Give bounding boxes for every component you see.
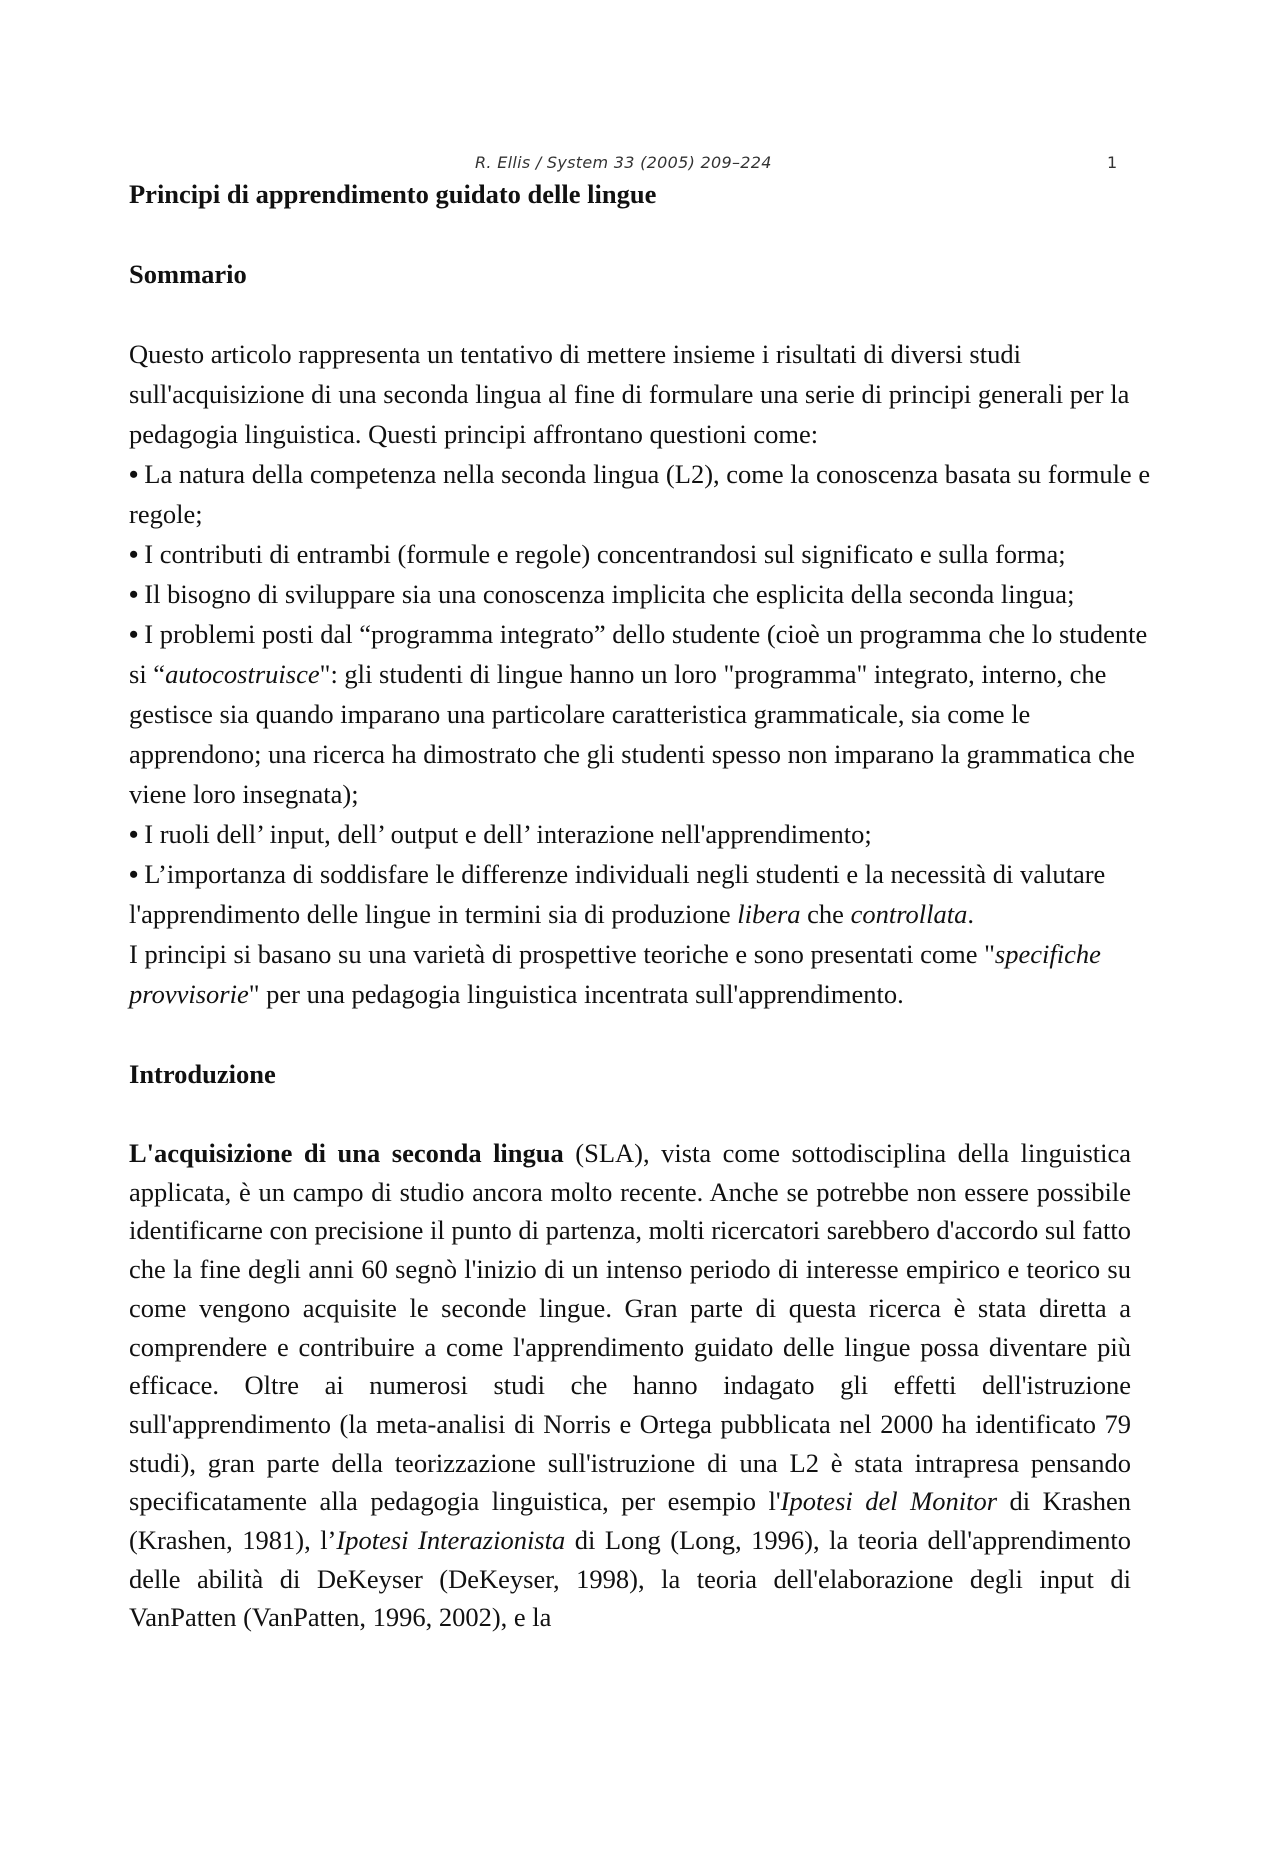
summary-intro: Questo articolo rappresenta un tentativo di mettere insieme i risultati di diversi studi sull'acquisizione di una seconda lingua al fine di formulare una serie di principi generali per la pedagogia linguistica. Questi principi affrontano questioni come: — [129, 339, 1130, 449]
italic-term: libera — [737, 899, 801, 929]
list-item — [129, 454, 1161, 534]
bullet-text: I contributi di entrambi (formule e regole) concentrandosi sul significato e sulla forma; — [144, 539, 1066, 569]
bullet-icon: • — [129, 819, 139, 849]
bullet-text: Il bisogno di sviluppare sia una conoscenza implicita che esplicita della seconda lingua; — [144, 579, 1075, 609]
paragraph-text: (SLA), vista come sottodisciplina della linguistica applicata, è un campo di studio ancora molto recente. Anche se potrebbe non essere possibile identificarne con precisione il punto di partenza, molti ricercatori sarebbero d'accordo sul fatto che la fine degli anni 60 segnò l'inizio di un intenso periodo di interesse empirico e teorico su come vengono acquisite le seconde lingue. Gran parte di questa ricerca è stata diretta a comprendere e contribuire a come l'apprendimento guidato delle lingue possa diventare più efficace. Oltre ai numerosi studi che hanno indagato gli effetti dell'istruzione sull'apprendimento (la meta-analisi di Norris e Ortega pubblicata nel 2000 ha identificato 79 studi), gran parte della teorizzazione sull'istruzione di una L2 è stata intrapresa pensando specificatamente alla pedagogia linguistica, per esempio l' — [129, 1138, 1132, 1517]
bullet-icon: • — [129, 539, 139, 569]
bullet-icon: • — [129, 859, 139, 889]
summary-closing — [129, 934, 1161, 1014]
bold-term: L'acquisizione di una seconda lingua — [129, 1138, 564, 1168]
bullet-text: La natura della competenza nella seconda lingua (L2), come la conoscenza basata su formule e regole; — [129, 459, 1151, 529]
document-title: Principi di apprendimento guidato delle lingue — [129, 179, 657, 209]
bullet-text: ": gli studenti di lingue hanno un loro "programma" integrato, interno, che gestisce sia quando imparano una particolare caratteristica grammaticale, sia come le apprendono; una ricerca ha dimostrato che gli studenti spesso non imparano la grammatica che viene loro insegnata); — [129, 659, 1135, 809]
bullet-icon: • — [129, 579, 139, 609]
bullet-text: . — [967, 899, 974, 929]
paragraph-text: di Long (Long, 1996), la teoria dell'apprendimento delle abilità di DeKeyser (DeKeyser, 1998), la teoria dell'elaborazione degli input di VanPatten (VanPatten, 1996, 2002), e la — [129, 1525, 1132, 1633]
bullet-icon: • — [129, 619, 139, 649]
bullet-text: I ruoli dell’ input, dell’ output e dell’ interazione nell'apprendimento; — [144, 819, 872, 849]
bullet-text: I problemi posti dal “programma integrato” dello studente (cioè un programma che lo studente si “ — [129, 619, 1148, 689]
introduction-heading: Introduzione — [129, 1059, 276, 1089]
italic-term: controllata — [850, 899, 968, 929]
list-item — [129, 854, 1161, 934]
introduction-paragraph — [129, 1134, 1131, 1637]
bullet-text: che — [800, 899, 851, 929]
list-item — [129, 534, 1161, 574]
bullet-text: L’importanza di soddisfare le differenze individuali negli studenti e la necessità di valutare l'apprendimento delle lingue in termini sia di produzione — [129, 859, 1106, 929]
running-head: R. Ellis / System 33 (2005) 209–224 — [475, 153, 772, 172]
summary-heading: Sommario — [129, 259, 247, 289]
italic-term: Ipotesi del Monitor — [780, 1486, 998, 1517]
italic-term: Ipotesi Interazionista — [336, 1525, 566, 1556]
summary-bullet-list — [129, 454, 1161, 934]
page-number: 1 — [1107, 153, 1118, 172]
bullet-icon: • — [129, 459, 139, 489]
document-body — [129, 174, 1161, 1637]
list-item — [129, 574, 1161, 614]
closing-text: I principi si basano su una varietà di prospettive teoriche e sono presentati come " — [129, 939, 995, 969]
paragraph-text: di Krashen (Krashen, 1981), l’ — [129, 1486, 1131, 1556]
italic-term: autocostruisce — [165, 659, 320, 689]
list-item — [129, 614, 1161, 814]
list-item — [129, 814, 1161, 854]
closing-text: " per una pedagogia linguistica incentrata sull'apprendimento. — [248, 979, 904, 1009]
italic-term: specifiche provvisorie — [129, 939, 1101, 1009]
